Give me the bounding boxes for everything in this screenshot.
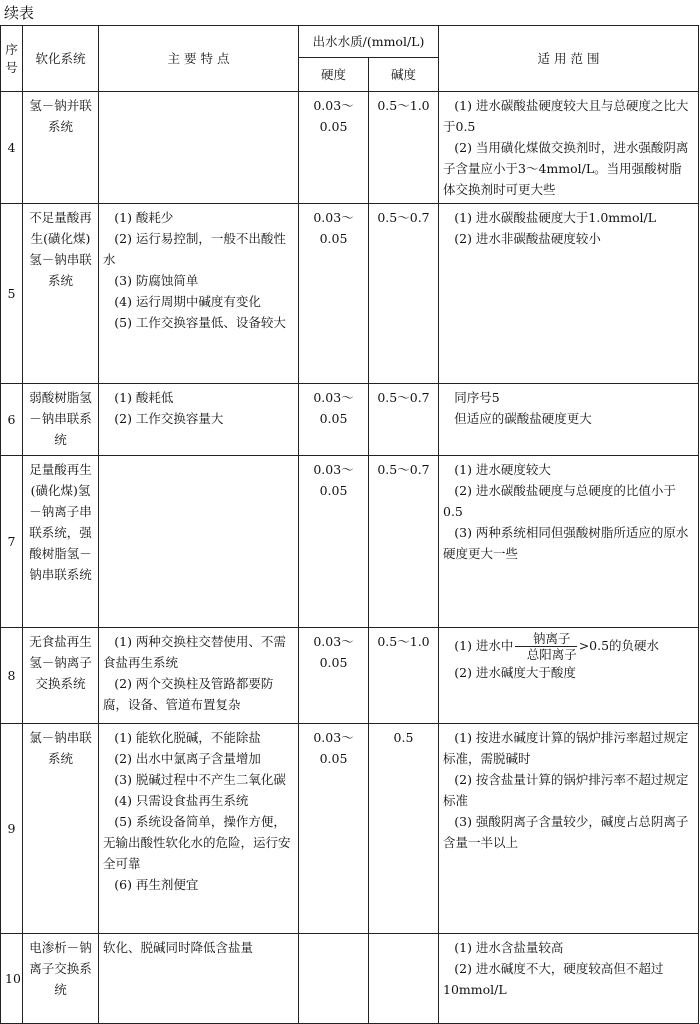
row-features: 软化、脱碱同时降低含盐量 xyxy=(99,934,299,1024)
header-features: 主 要 特 点 xyxy=(99,26,299,92)
scope-line: (1) 进水碳酸盐硬度大于1.0mmol/L xyxy=(454,210,657,225)
scope-line-fraction xyxy=(443,631,694,662)
table-caption: 续表 xyxy=(4,4,35,22)
scope-line: (1) 进水含盐量较高 xyxy=(454,940,564,955)
row-no: 4 xyxy=(1,92,23,204)
table-row xyxy=(1,456,699,628)
row-scope xyxy=(439,628,699,724)
scope-line: (2) 按含盐量计算的锅炉排污率不超过规定标准 xyxy=(443,772,689,808)
feature-line: (5) 系统设备简单，操作方便，无输出酸性软化水的危险，运行安全可靠 xyxy=(103,814,291,871)
row-no: 6 xyxy=(1,384,23,456)
row-scope xyxy=(439,934,699,1024)
fraction-prefix: (1) 进水中 xyxy=(454,638,514,653)
header-system: 软化系统 xyxy=(23,26,99,92)
feature-line: (1) 两种交换柱交替使用、不需食盐再生系统 xyxy=(103,634,286,670)
feature-line: (2) 出水中氯离子含量增加 xyxy=(114,751,261,766)
scope-line: (1) 按进水碱度计算的锅炉排污率超过规定标准，需脱碱时 xyxy=(443,730,689,766)
fraction-denominator: 总阳离子 xyxy=(526,647,577,662)
scope-line: (2) 进水碱度不大，硬度较高但不超过10mmol/L xyxy=(443,961,664,997)
row-system: 电渗析－钠离子交换系统 xyxy=(23,934,99,1024)
row-alkalinity: 0.5～0.7 xyxy=(369,204,439,384)
feature-line: (6) 再生剂便宜 xyxy=(114,877,199,892)
header-scope: 适 用 范 围 xyxy=(439,26,699,92)
table-row xyxy=(1,934,699,1024)
row-hardness xyxy=(299,934,369,1024)
feature-line: (3) 脱碱过程中不产生二氧化碳 xyxy=(114,772,286,787)
scope-line: (1) 进水硬度较大 xyxy=(454,462,551,477)
row-system: 不足量酸再生(磺化煤)氢－钠串联系统 xyxy=(23,204,99,384)
row-hardness: 0.03～0.05 xyxy=(299,456,369,628)
water-softening-table xyxy=(0,25,699,1024)
row-system: 足量酸再生(磺化煤)氢－钠离子串联系统，强酸树脂氢－钠串联系统 xyxy=(23,456,99,628)
row-hardness: 0.03～0.05 xyxy=(299,204,369,384)
scope-line: 同序号5 xyxy=(454,390,500,405)
row-features xyxy=(99,628,299,724)
feature-line: (1) 酸耗低 xyxy=(114,390,174,405)
table-row xyxy=(1,384,699,456)
row-system: 氢－钠并联系统 xyxy=(23,92,99,204)
scope-line: (2) 进水碱度大于酸度 xyxy=(454,665,576,680)
row-hardness: 0.03～0.05 xyxy=(299,384,369,456)
fraction-numerator: 钠离子 xyxy=(515,631,576,647)
fraction xyxy=(515,631,576,662)
row-no: 7 xyxy=(1,456,23,628)
feature-line: (1) 能软化脱碱，不能除盐 xyxy=(114,730,261,745)
row-scope xyxy=(439,724,699,934)
scope-line: (1) 进水碳酸盐硬度较大且与总硬度之比大于0.5 xyxy=(443,98,689,134)
row-hardness: 0.03～0.05 xyxy=(299,92,369,204)
row-alkalinity: 0.5～0.7 xyxy=(369,384,439,456)
row-features xyxy=(99,724,299,934)
row-scope xyxy=(439,384,699,456)
header-alkalinity: 碱度 xyxy=(369,58,439,92)
row-no: 10 xyxy=(1,934,23,1024)
row-alkalinity: 0.5 xyxy=(369,724,439,934)
table-row xyxy=(1,628,699,724)
row-scope xyxy=(439,92,699,204)
scope-line: (2) 进水非碳酸盐硬度较小 xyxy=(454,231,601,246)
header-quality: 出水水质/(mmol/L) xyxy=(299,26,439,58)
row-no: 5 xyxy=(1,204,23,384)
table-row xyxy=(1,724,699,934)
header-hardness: 硬度 xyxy=(299,58,369,92)
fraction-suffix: >0.5的负硬水 xyxy=(578,638,660,653)
scope-line: (2) 当用磺化煤做交换剂时，进水强酸阴离子含量应小于3～4mmol/L。当用强酸树脂体交换剂时可更大些 xyxy=(443,140,689,197)
row-hardness: 0.03～0.05 xyxy=(299,724,369,934)
feature-line: (3) 防腐蚀简单 xyxy=(114,273,199,288)
row-features xyxy=(99,384,299,456)
scope-line: (2) 进水碳酸盐硬度与总硬度的比值小于0.5 xyxy=(443,483,676,519)
row-no: 9 xyxy=(1,724,23,934)
scope-line: (3) 两种系统相同但强酸树脂所适应的原水硬度更大一些 xyxy=(443,525,689,561)
scope-line: (3) 强酸阴离子含量较少，碱度占总阴离子含量一半以上 xyxy=(443,814,689,850)
feature-line: (4) 运行周期中碱度有变化 xyxy=(114,294,261,309)
feature-line: (5) 工作交换容量低、设备较大 xyxy=(114,315,286,330)
feature-line: (2) 工作交换容量大 xyxy=(114,411,224,426)
row-scope xyxy=(439,456,699,628)
row-hardness: 0.03～0.05 xyxy=(299,628,369,724)
row-system: 无食盐再生氢－钠离子交换系统 xyxy=(23,628,99,724)
table-row xyxy=(1,92,699,204)
row-system: 氯－钠串联系统 xyxy=(23,724,99,934)
feature-line: (1) 酸耗少 xyxy=(114,210,174,225)
row-alkalinity: 0.5～1.0 xyxy=(369,92,439,204)
row-alkalinity: 0.5～0.7 xyxy=(369,456,439,628)
row-no: 8 xyxy=(1,628,23,724)
row-system: 弱酸树脂氢－钠串联系统 xyxy=(23,384,99,456)
row-features xyxy=(99,204,299,384)
feature-line: (2) 两个交换柱及管路都要防腐，设备、管道布置复杂 xyxy=(103,676,274,712)
feature-line: (2) 运行易控制，一般不出酸性水 xyxy=(103,231,286,267)
row-features xyxy=(99,92,299,204)
row-alkalinity: 0.5～1.0 xyxy=(369,628,439,724)
header-no: 序号 xyxy=(1,26,23,92)
scope-line: 但适应的碳酸盐硬度更大 xyxy=(454,411,592,426)
row-alkalinity xyxy=(369,934,439,1024)
row-features xyxy=(99,456,299,628)
row-scope xyxy=(439,204,699,384)
table-row xyxy=(1,204,699,384)
feature-line: (4) 只需设食盐再生系统 xyxy=(114,793,249,808)
